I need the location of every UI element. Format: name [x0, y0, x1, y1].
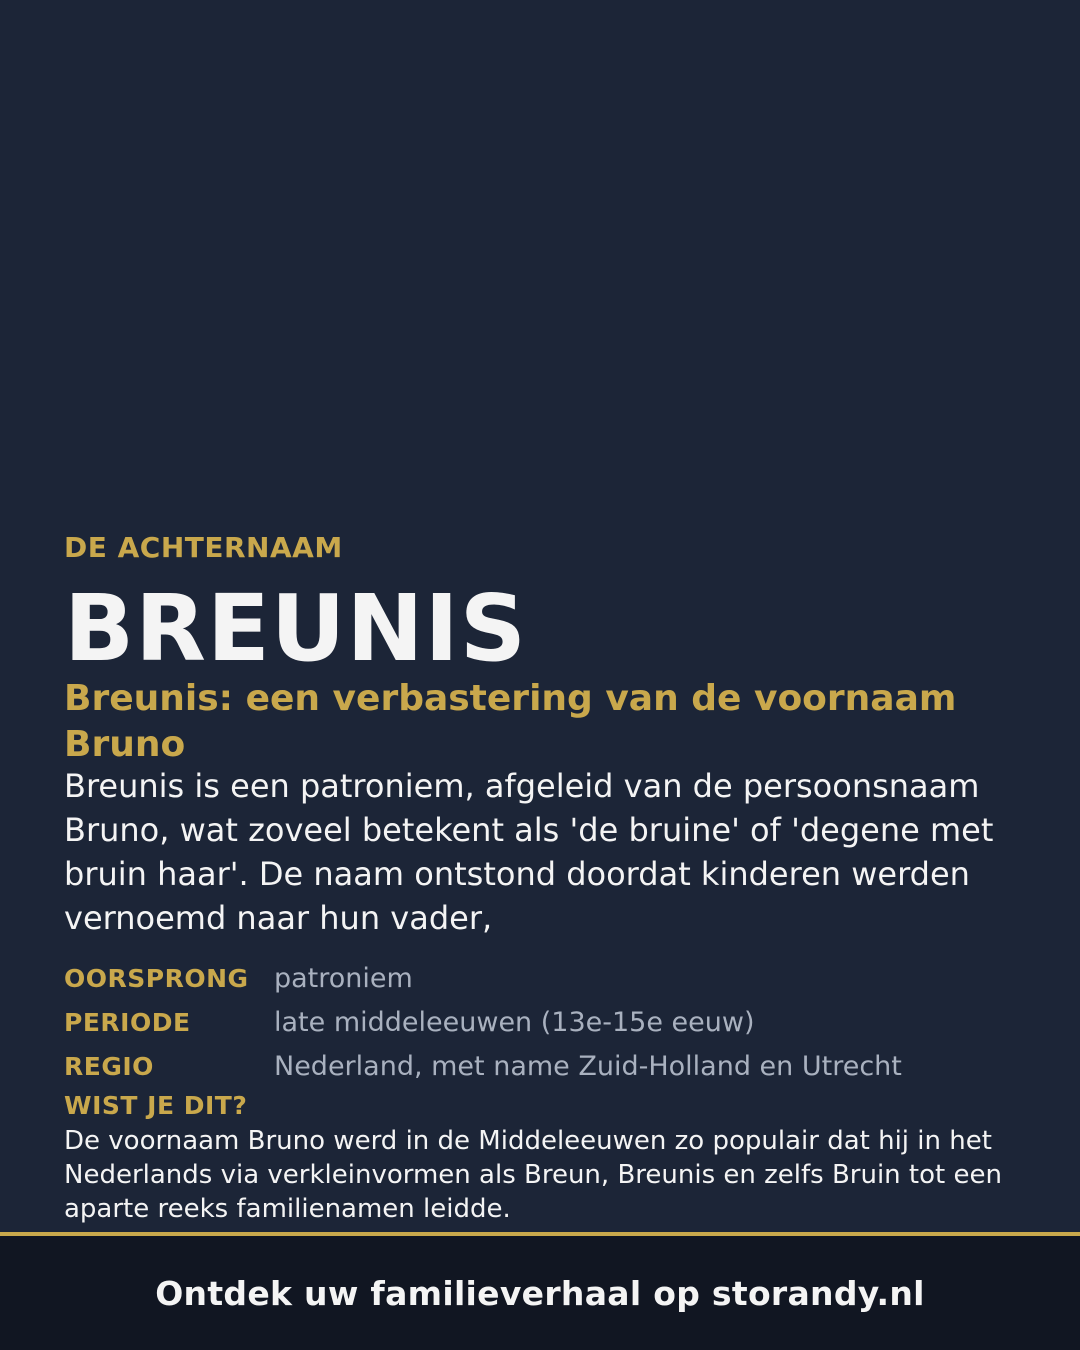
surname-card [64, 528, 1024, 1226]
facts-list [64, 956, 1024, 1088]
fact-value: patroniem [274, 962, 413, 994]
eyebrow-label: DE ACHTERNAAM [64, 531, 343, 564]
footer-cta: Ontdek uw familieverhaal op storandy.nl [155, 1273, 925, 1313]
fact-value: late middeleeuwen (13e-15e eeuw) [274, 1006, 755, 1038]
fact-label: PERIODE [64, 1007, 191, 1037]
trivia-text: De voornaam Bruno werd in de Middeleeuwen zo populair dat hij in het Nederlands via verkleinvormen als Breun, Breunis en zelfs Bruin tot een aparte reeks familienamen leidde. [64, 1126, 1002, 1224]
fact-label: OORSPRONG [64, 963, 249, 993]
fact-label: REGIO [64, 1051, 154, 1081]
footer-banner [0, 1236, 1080, 1350]
fact-row-region [64, 1044, 1024, 1088]
surname-subtitle: Breunis: een verbastering van de voornaam Bruno [64, 678, 957, 765]
fact-row-origin [64, 956, 1024, 1000]
fact-row-period [64, 1000, 1024, 1044]
trivia-heading: WIST JE DIT? [64, 1091, 248, 1120]
surname-title: BREUNIS [64, 575, 528, 682]
surname-description: Breunis is een patroniem, afgeleid van de persoonsnaam Bruno, wat zoveel betekent als 'de bruine' of 'degene met bruin haar'. De naam ontstond doordat kinderen werden vernoemd naar hun vader, [64, 767, 994, 937]
fact-value: Nederland, met name Zuid-Holland en Utrecht [274, 1050, 902, 1082]
